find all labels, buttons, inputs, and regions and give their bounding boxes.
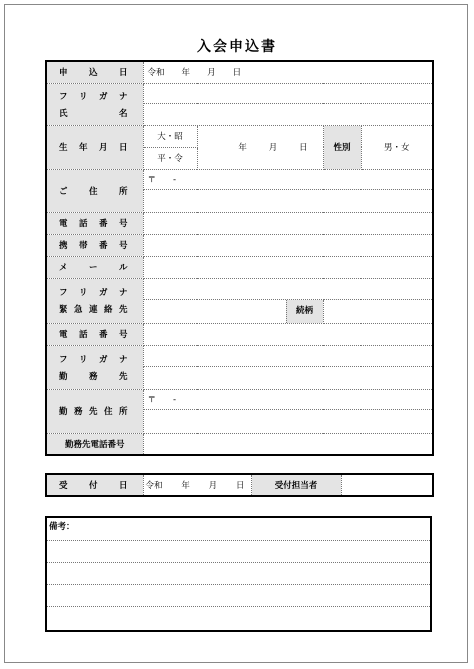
postal-code-field[interactable]: 〒 -	[143, 169, 433, 189]
received-date-field[interactable]: 令和 年 月 日	[143, 474, 251, 496]
memo-label: 備考：	[49, 522, 75, 532]
era-heisei-reiwa-option[interactable]: 平・令	[143, 147, 197, 169]
receipt-table	[45, 473, 434, 497]
emergency-phone-label: 電 話 番 号	[46, 323, 143, 345]
email-label: メ ー ル	[46, 256, 143, 278]
relation-field[interactable]	[323, 299, 433, 323]
page-title: 入会申込書	[197, 39, 277, 55]
relation-label: 続柄	[286, 300, 323, 323]
memo-box[interactable]	[45, 516, 432, 632]
application-form-table	[45, 60, 434, 456]
email-field[interactable]	[143, 256, 433, 278]
mobile-field[interactable]	[143, 234, 433, 256]
birth-date-label: 生 年 月 日	[46, 125, 143, 169]
workplace-address-label: 勤 務 先 住 所	[46, 389, 143, 433]
staff-field[interactable]	[341, 474, 433, 496]
name-label: フ リ ガ ナ 氏 名	[46, 83, 143, 125]
name-furigana-field[interactable]	[143, 83, 433, 103]
address-field[interactable]	[143, 189, 433, 212]
workplace-address-field[interactable]	[143, 409, 433, 433]
birth-date-field[interactable]: 年 月 日	[197, 125, 323, 169]
staff-label: 受付担当者	[251, 474, 341, 496]
workplace-phone-label: 勤務先電話番号	[46, 433, 143, 455]
name-field[interactable]	[143, 103, 433, 125]
received-date-label: 受 付 日	[46, 474, 143, 496]
mobile-label: 携 帯 番 号	[46, 234, 143, 256]
era-taisho-showa-option[interactable]: 大・昭	[143, 125, 197, 147]
emergency-phone-field[interactable]	[143, 323, 433, 345]
emergency-furigana-field[interactable]	[143, 278, 433, 299]
memo-line	[47, 606, 430, 607]
memo-line	[47, 562, 430, 563]
emergency-name-field[interactable]	[143, 299, 323, 323]
workplace-label: フ リ ガ ナ 勤 務 先	[46, 345, 143, 389]
gender-label: 性別	[323, 125, 361, 169]
workplace-furigana-field[interactable]	[143, 345, 433, 366]
workplace-postal-field[interactable]: 〒 -	[143, 389, 433, 409]
workplace-field[interactable]	[143, 366, 433, 389]
apply-date-label: 申 込 日	[46, 61, 143, 83]
gender-options[interactable]: 男・女	[361, 125, 433, 169]
address-label: ご 住 所	[46, 169, 143, 212]
emergency-contact-label: フ リ ガ ナ 緊 急 連 絡 先	[46, 278, 143, 323]
phone-field[interactable]	[143, 212, 433, 234]
workplace-phone-field[interactable]	[143, 433, 433, 455]
phone-label: 電 話 番 号	[46, 212, 143, 234]
apply-date-field[interactable]: 令和 年 月 日	[143, 61, 433, 83]
memo-line	[47, 540, 430, 541]
memo-line	[47, 584, 430, 585]
